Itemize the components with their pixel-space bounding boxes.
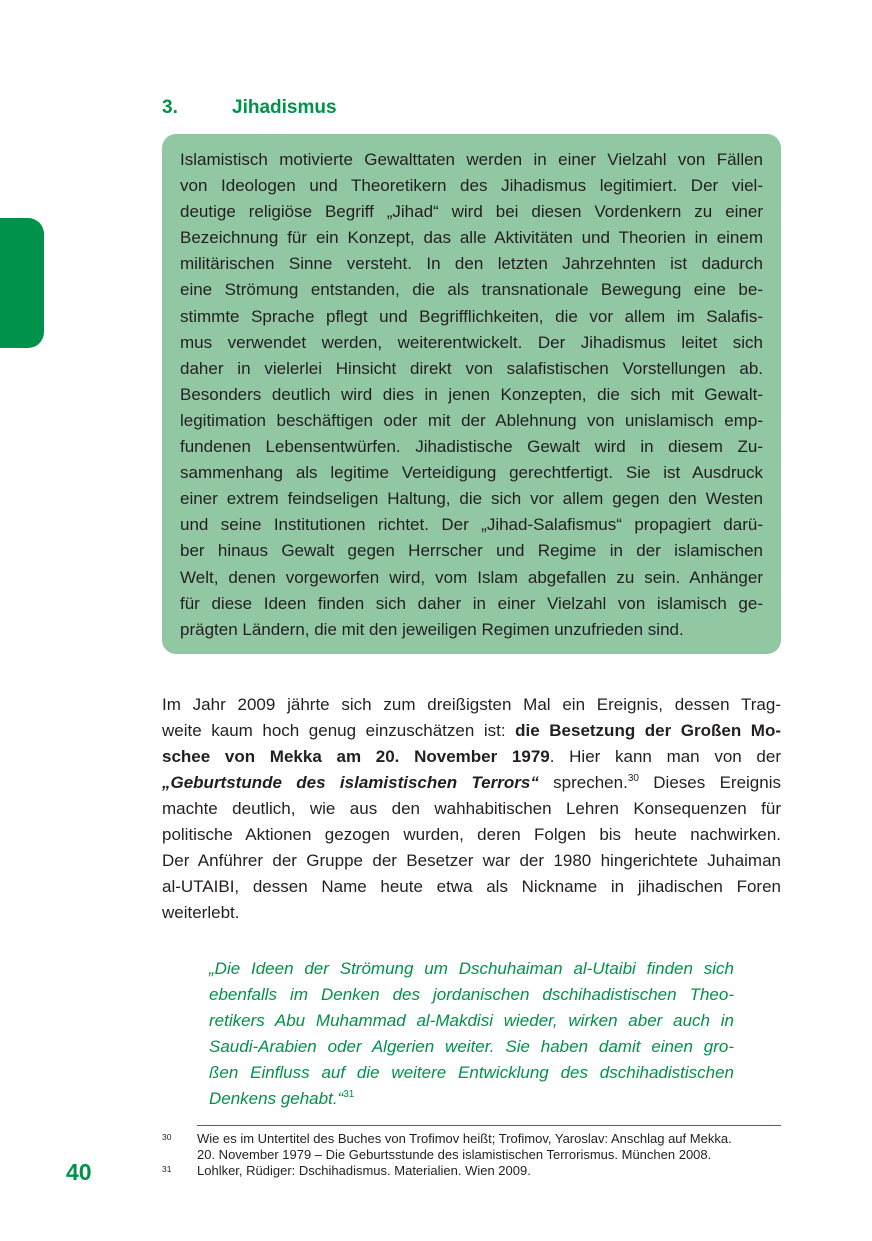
highlight-line: und seine Institutionen richtet. Der „Jihad-Salafismus“ propagiert darü- — [180, 515, 763, 535]
footnote-text: 20. November 1979 – Die Geburtsstunde des islamistischen Terrorismus. München 2008. — [197, 1147, 712, 1162]
quote-line: „Die Ideen der Strömung um Dschuhaiman al-Utaibi finden sich — [209, 959, 734, 978]
paragraph-line — [162, 744, 781, 770]
highlight-line: daher in vielerlei Hinsicht direkt von salafistischen Vorstellungen ab. — [180, 358, 763, 378]
highlight-line: Welt, denen vorgeworfen wird, vom Islam abgefallen zu sein. Anhänger — [180, 567, 763, 587]
highlight-line: sammenhang als legitime Verteidigung gerechtfertigt. Sie ist Ausdruck — [180, 463, 763, 483]
highlight-line: einer extrem feindseligen Haltung, die sich vor allem gegen den Westen — [180, 489, 763, 509]
highlight-line: mus verwendet werden, weiterentwickelt. Der Jihadismus leitet sich — [180, 332, 763, 352]
footnote-text: Lohlker, Rüdiger: Dschihadismus. Materialien. Wien 2009. — [197, 1163, 531, 1178]
highlight-line: militärischen Sinne versteht. In den letzten Jahrzehnten ist dadurch — [180, 254, 763, 274]
paragraph-line: Im Jahr 2009 jährte sich zum dreißigsten Mal ein Ereignis, dessen Trag- — [162, 695, 781, 714]
highlight-line: fundenen Lebensentwürfen. Jihadistische Gewalt wird in diesem Zu- — [180, 437, 763, 457]
footnote-number: 30 — [162, 1132, 172, 1142]
bold-emphasis: die Besetzung der Großen Mo- — [515, 721, 781, 740]
paragraph-text: . Hier kann man von der — [549, 747, 782, 766]
highlight-line: prägten Ländern, die mit den jeweiligen Regimen unzufrieden sind. — [180, 619, 684, 639]
section-heading — [162, 96, 337, 120]
highlight-line: Bezeichnung für ein Konzept, das alle Aktivitäten und Theorien in einem — [180, 228, 763, 248]
highlight-line: ber hinaus Gewalt gegen Herrscher und Regime in der islamischen — [180, 541, 763, 561]
footnotes — [162, 1131, 781, 1179]
section-number: 3. — [162, 97, 178, 118]
footnote-reference-31[interactable]: 31 — [343, 1089, 355, 1100]
footnote-divider — [197, 1125, 781, 1126]
highlight-line: von Ideologen und Theoretikern des Jihadismus legitimiert. Der viel- — [180, 176, 763, 196]
highlight-box — [162, 134, 781, 654]
highlight-line: eine Strömung entstanden, die als transnationale Bewegung eine be- — [180, 280, 763, 300]
paragraph-line: machte deutlich, wie aus den wahhabitischen Lehren Konsequenzen für — [162, 799, 781, 818]
body-paragraph — [162, 692, 781, 926]
section-title: Jihadismus — [232, 97, 337, 118]
paragraph-text: Dieses Ereignis — [638, 773, 781, 792]
bold-emphasis: schee von Mekka am 20. November 1979 — [162, 747, 550, 766]
footnote-30 — [162, 1131, 781, 1163]
quote-line: Saudi-Arabien oder Algerien weiter. Sie haben damit einen gro- — [209, 1037, 734, 1056]
bold-italic-emphasis: „Geburtstunde des islamistischen Terrors“ — [162, 773, 539, 792]
paragraph-line — [162, 718, 781, 744]
quote-line: ebenfalls im Denken des jordanischen dschihadistischen Theo- — [209, 985, 734, 1004]
footnote-31 — [162, 1163, 781, 1179]
paragraph-line: politische Aktionen gezogen wurden, deren Folgen bis heute nachwirken. — [162, 825, 781, 844]
quote-line — [209, 1086, 734, 1112]
paragraph-line: weiterlebt. — [162, 903, 240, 922]
highlight-line: stimmte Sprache pflegt und Begrifflichkeiten, die vor allem im Salafis- — [180, 306, 763, 326]
paragraph-line — [162, 770, 781, 796]
footnote-text: Wie es im Untertitel des Buches von Trofimov heißt; Trofimov, Yaroslav: Anschlag auf Mekka. — [197, 1131, 732, 1146]
paragraph-line: al-UTAIBI, dessen Name heute etwa als Nickname in jihadischen Foren — [162, 877, 781, 896]
highlight-line: Besonders deutlich wird dies in jenen Konzepten, die sich mit Gewalt- — [180, 384, 763, 404]
footnote-reference-30[interactable]: 30 — [627, 773, 639, 784]
paragraph-text: weite kaum hoch genug einzuschätzen ist: — [162, 721, 516, 740]
highlight-line: legitimation beschäftigen oder mit der Ablehnung von unislamisch emp- — [180, 410, 763, 430]
highlight-line: für diese Ideen finden sich daher in einer Vielzahl von islamisch ge- — [180, 593, 763, 613]
highlight-line: deutige religiöse Begriff „Jihad“ wird bei diesen Vordenkern zu einer — [180, 202, 763, 222]
paragraph-text: sprechen. — [538, 773, 628, 792]
quote-text: Denkens gehabt.“ — [209, 1089, 344, 1108]
page-number: 40 — [66, 1159, 92, 1185]
paragraph-line: Der Anführer der Gruppe der Besetzer war der 1980 hingerichtete Juhaiman — [162, 851, 781, 870]
highlight-line: Islamistisch motivierte Gewalttaten werden in einer Vielzahl von Fällen — [180, 150, 763, 169]
quote-line: ßen Einfluss auf die weitere Entwicklung des dschihadistischen — [209, 1063, 734, 1082]
chapter-tab-marker — [0, 218, 44, 348]
footnote-number: 31 — [162, 1164, 172, 1174]
quote-line: retikers Abu Muhammad al-Makdisi wieder, wirken aber auch in — [209, 1011, 734, 1030]
block-quote — [209, 956, 734, 1112]
